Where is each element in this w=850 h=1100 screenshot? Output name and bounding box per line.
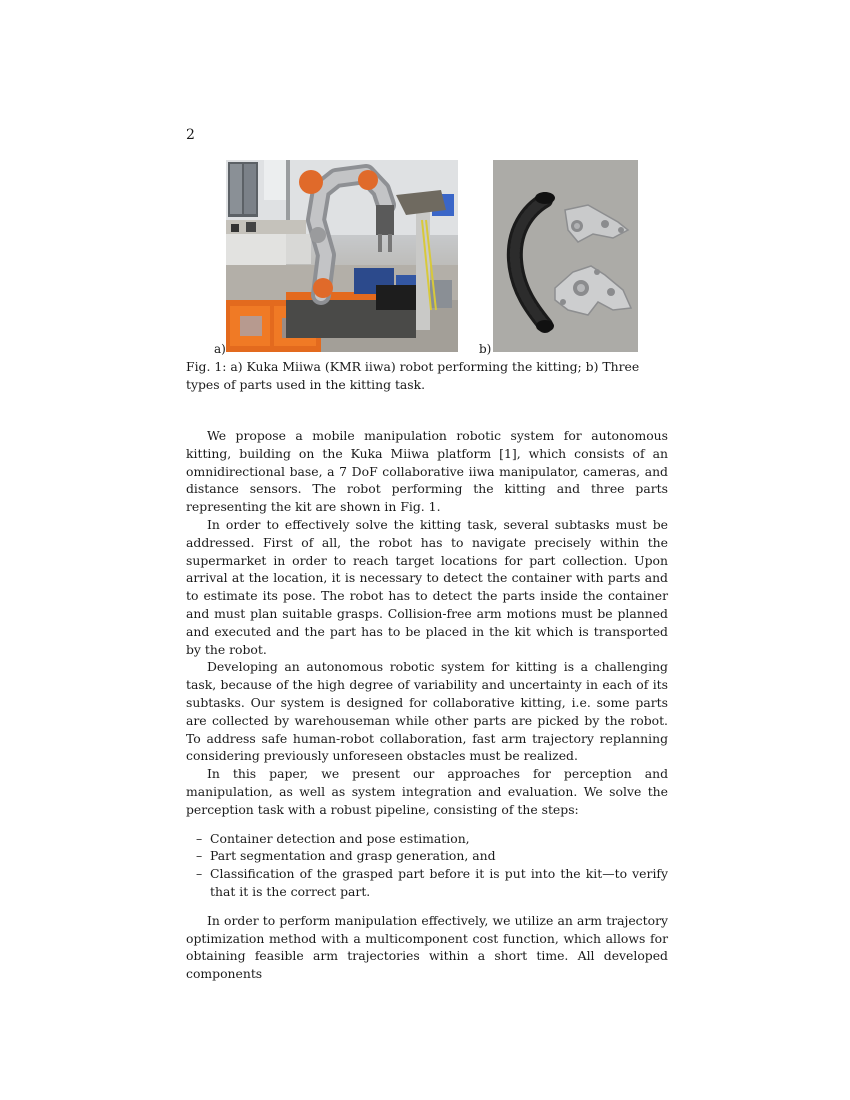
- list-item: [186, 847, 668, 865]
- paragraph: In order to effectively solve the kitting task, several subtasks must be addressed. First of all, the robot has to navigate precisely within the supermarket in order to reach target locations for part collection. Upon arrival at the location, it is necessary to detect the container with parts and to estimate its pose. The robot has to detect the parts inside the container and must plan suitable grasps. Collision-free arm motions must be planned and executed and the part has to be placed in the kit which is transported by the robot.: [186, 516, 668, 657]
- body-text: [186, 427, 668, 983]
- robot-arm-photo: [226, 160, 458, 352]
- paragraph: We propose a mobile manipulation robotic system for autonomous kitting, building on the Kuka Miiwa platform [1], which consists of an omnidirectional base, a 7 DoF collaborative iiwa manipulator, cameras, and distance sensors. The robot performing the kitting and three parts representing the kit are shown in Fig. 1.: [186, 428, 668, 515]
- paragraph: Developing an autonomous robotic system for kitting is a challenging task, because of the high degree of variability and uncertainty in each of its subtasks. Our system is designed for collaborative kitting, i.e. some parts are collected by warehouseman while other parts are picked by the robot. To address safe human-robot collaboration, fast arm trajectory replanning considering previously unforeseen obstacles must be realized.: [186, 659, 668, 764]
- list-item: [186, 865, 668, 901]
- page-number: 2: [186, 127, 195, 143]
- panel-label-a: a): [214, 342, 226, 356]
- figure-caption: Fig. 1: a) Kuka Miiwa (KMR iiwa) robot performing the kitting; b) Three types of parts used in the kitting task.: [186, 359, 640, 392]
- bullet-marker: –: [196, 866, 203, 882]
- list-item-text: Container detection and pose estimation,: [210, 830, 470, 846]
- list-item-text: Part segmentation and grasp generation, and: [210, 848, 496, 864]
- panel-label-b: b): [479, 342, 492, 356]
- perception-steps-list: [186, 830, 668, 901]
- paragraph: In this paper, we present our approaches for perception and manipulation, as well as system integration and evaluation. We solve the perception task with a robust pipeline, consisting of the steps:: [186, 766, 668, 817]
- parts-photo: [493, 160, 638, 352]
- list-item: [186, 830, 668, 848]
- list-item-text: Classification of the grasped part before it is put into the kit—to verify that it is the correct part.: [210, 866, 668, 899]
- bullet-marker: –: [196, 848, 203, 864]
- paragraph: In order to perform manipulation effectively, we utilize an arm trajectory optimization method with a multicomponent cost function, which allows for obtaining feasible arm trajectories within a short time. All developed components: [186, 912, 668, 982]
- bullet-marker: –: [196, 830, 203, 846]
